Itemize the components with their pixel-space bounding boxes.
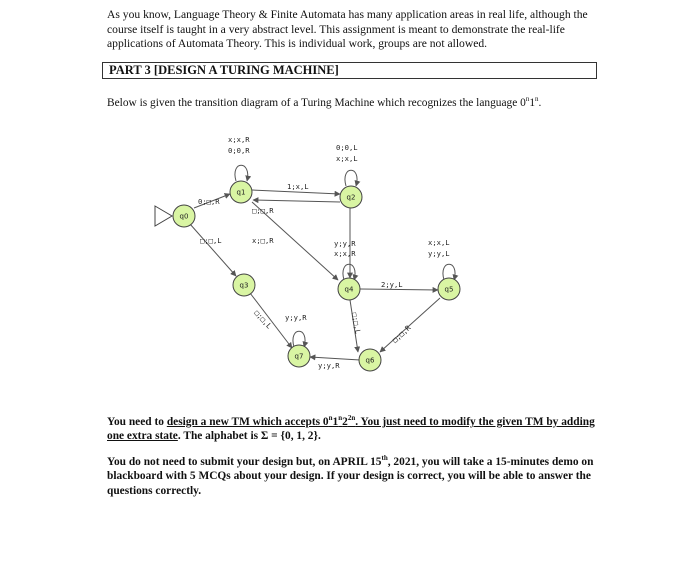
- label-q0-q3: □;□,L: [200, 236, 222, 245]
- label-q5-loop-b: y;y,L: [428, 249, 450, 258]
- loop-q1: [235, 165, 248, 181]
- demo-post: , 2021, you will take a 15-minutes demo on blackboard with 5 MCQs about your design. If your design is correct, you will be able to answer the questions correctly.: [107, 456, 594, 497]
- label-q4-q6: □;□,L: [350, 311, 363, 335]
- label-q2-loop-a: 0;0,L: [336, 143, 358, 152]
- language-zero: 0: [520, 97, 526, 109]
- state-q6: [359, 349, 381, 371]
- task-sup-n1: n: [328, 414, 333, 423]
- label-q2-q1: □;□,R: [252, 206, 274, 215]
- label-q7-loop: y;y,R: [285, 313, 307, 322]
- label-q6-q7: y;y,R: [318, 361, 340, 370]
- state-q3-label: q3: [239, 281, 249, 290]
- edge-q5-q6: [380, 298, 440, 352]
- task-paragraph: [107, 415, 597, 443]
- turing-machine-diagram: [140, 128, 470, 378]
- label-q5-q6: □;□,R: [390, 323, 413, 345]
- label-q1-loop-b: 0;0,R: [228, 146, 250, 155]
- label-q2-loop-b: x;x,L: [336, 154, 358, 163]
- diagram-intro-text: Below is given the transition diagram of a Turing Machine which recognizes the language: [107, 97, 521, 109]
- state-q1-label: q1: [236, 188, 246, 197]
- state-q3: [233, 274, 255, 296]
- label-q4-loop-b: x;x,R: [334, 249, 356, 258]
- part-heading: PART 3 [DESIGN A TURING MACHINE]: [102, 62, 597, 79]
- state-q0-label: q0: [179, 212, 189, 221]
- demo-pre: You do not need to submit your design but, on APRIL 15: [107, 456, 382, 468]
- intro-paragraph: As you know, Language Theory & Finite Automata has many application areas in real life, although the course itself is taught in a very abstract level. This assignment is meant to demonstrate the real-life applications of Automata Theory. This is individual work, groups are not allowed.: [107, 8, 588, 51]
- start-arrow: [155, 206, 172, 226]
- state-q6-label: q6: [365, 356, 375, 365]
- edge-q6-q7: [310, 357, 360, 360]
- task-link1d: . You just need to modify the given TM by adding one extra state: [107, 416, 595, 443]
- edge-q0-q3: [190, 224, 236, 276]
- label-q5-loop-a: x;x,L: [428, 238, 450, 247]
- task-link1c: 2: [342, 416, 348, 428]
- label-q4-q5: 2;y,L: [381, 280, 403, 289]
- label-q0-q1: 0;□,R: [198, 197, 220, 206]
- language-sup-n1: n: [525, 95, 530, 104]
- state-q7: [288, 345, 310, 367]
- loop-q2: [345, 170, 357, 186]
- state-q2-label: q2: [346, 193, 356, 202]
- edge-q4-q5: [360, 289, 438, 290]
- state-q4-label: q4: [344, 285, 354, 294]
- state-q7-label: q7: [294, 352, 304, 361]
- task-link1b: 1: [332, 416, 339, 428]
- label-q1-q2: 1;x,L: [287, 182, 309, 191]
- state-q5: [438, 278, 460, 300]
- language-sup-n2: n: [535, 95, 539, 104]
- language-period: .: [538, 97, 542, 109]
- task-sup-2n: 2n: [347, 414, 356, 423]
- task-part1: You need to: [107, 416, 167, 428]
- diagram-intro-sentence: [107, 96, 627, 110]
- demo-sup: th: [381, 454, 388, 463]
- edge-q2-q1: [253, 200, 340, 202]
- state-q5-label: q5: [444, 285, 454, 294]
- state-q2: [340, 186, 362, 208]
- label-q1-loop-a: x;x,R: [228, 135, 250, 144]
- language-one: 1: [529, 97, 536, 109]
- task-part2: . The alphabet is Σ = {0, 1, 2}.: [177, 430, 321, 443]
- state-q0: [173, 205, 195, 227]
- demo-paragraph: [107, 455, 597, 498]
- task-sup-n2: n: [338, 414, 343, 423]
- task-link1: design a new TM which accepts 0: [166, 416, 329, 428]
- label-q1-q4: x;□,R: [252, 236, 274, 245]
- state-q1: [230, 181, 252, 203]
- label-q4-loop-a: y;y,R: [334, 239, 356, 248]
- state-q4: [338, 278, 360, 300]
- label-q3-q7: □;□,L: [252, 308, 274, 331]
